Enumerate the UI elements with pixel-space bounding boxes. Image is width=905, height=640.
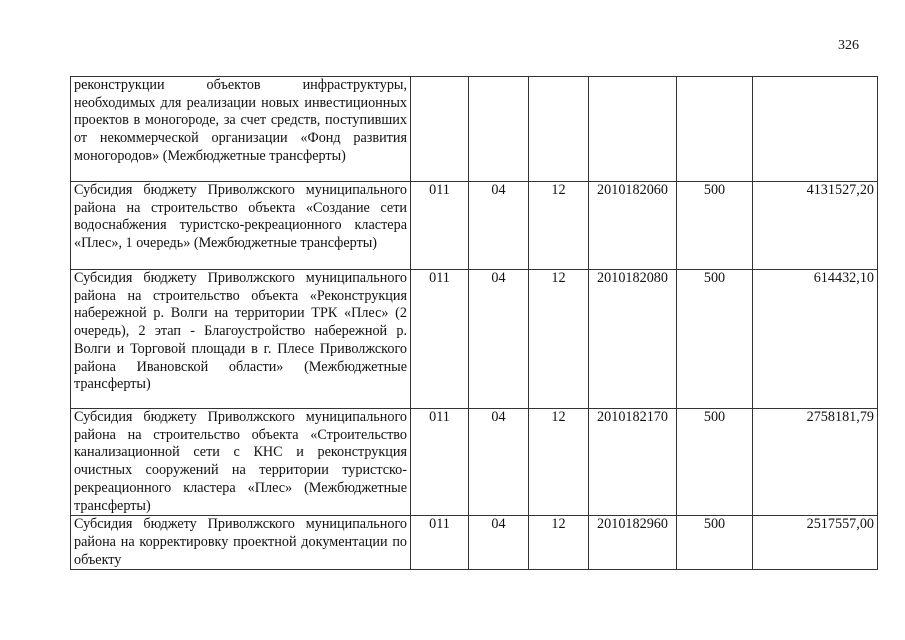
ministry-code: 011: [411, 516, 469, 570]
expense-type-code: 500: [677, 409, 753, 516]
table-row: [71, 516, 878, 570]
amount: 2517557,00: [753, 516, 878, 570]
section-code: 04: [469, 270, 529, 409]
table-row: [71, 77, 878, 182]
row-description: Субсидия бюджету Приволжского муниципального района на корректировку проектной документации по объекту: [71, 516, 411, 570]
table-row: [71, 409, 878, 516]
subsection-code: [529, 77, 589, 182]
amount: 614432,10: [753, 270, 878, 409]
expense-type-code: 500: [677, 182, 753, 270]
budget-table: [70, 76, 878, 570]
row-description: Субсидия бюджету Приволжского муниципального района на строительство объекта «Строительство канализационной сети с КНС и реконструкция очистных сооружений на территории туристско-рекреационного кластера «Плес» (Межбюджетные трансферты): [71, 409, 411, 516]
amount: [753, 77, 878, 182]
page-number: 326: [838, 38, 859, 53]
section-code: [469, 77, 529, 182]
subsection-code: 12: [529, 516, 589, 570]
expense-type-code: 500: [677, 516, 753, 570]
subsection-code: 12: [529, 182, 589, 270]
expense-type-code: [677, 77, 753, 182]
subsection-code: 12: [529, 270, 589, 409]
expense-type-code: 500: [677, 270, 753, 409]
target-article-code: 2010182960: [589, 516, 677, 570]
amount: 2758181,79: [753, 409, 878, 516]
ministry-code: 011: [411, 270, 469, 409]
section-code: 04: [469, 409, 529, 516]
ministry-code: 011: [411, 182, 469, 270]
table-row: [71, 270, 878, 409]
section-code: 04: [469, 182, 529, 270]
target-article-code: 2010182080: [589, 270, 677, 409]
amount: 4131527,20: [753, 182, 878, 270]
ministry-code: [411, 77, 469, 182]
subsection-code: 12: [529, 409, 589, 516]
section-code: 04: [469, 516, 529, 570]
target-article-code: 2010182060: [589, 182, 677, 270]
ministry-code: 011: [411, 409, 469, 516]
table-row: [71, 182, 878, 270]
target-article-code: [589, 77, 677, 182]
target-article-code: 2010182170: [589, 409, 677, 516]
row-description: реконструкции объектов инфраструктуры, необходимых для реализации новых инвестиционных проектов в моногороде, за счет средств, поступивших от некоммерческой организации «Фонд развития моногородов» (Межбюджетные трансферты): [71, 77, 411, 182]
row-description: Субсидия бюджету Приволжского муниципального района на строительство объекта «Создание сети водоснабжения туристско-рекреационного кластера «Плес», 1 очередь» (Межбюджетные трансферты): [71, 182, 411, 270]
row-description: Субсидия бюджету Приволжского муниципального района на строительство объекта «Реконструкция набережной р. Волги на территории ТРК «Плес» (2 очередь), 2 этап - Благоустройство набережной р. Волги и Торговой площади в г. Плесе Приволжского района Ивановской области» (Межбюджетные трансферты): [71, 270, 411, 409]
